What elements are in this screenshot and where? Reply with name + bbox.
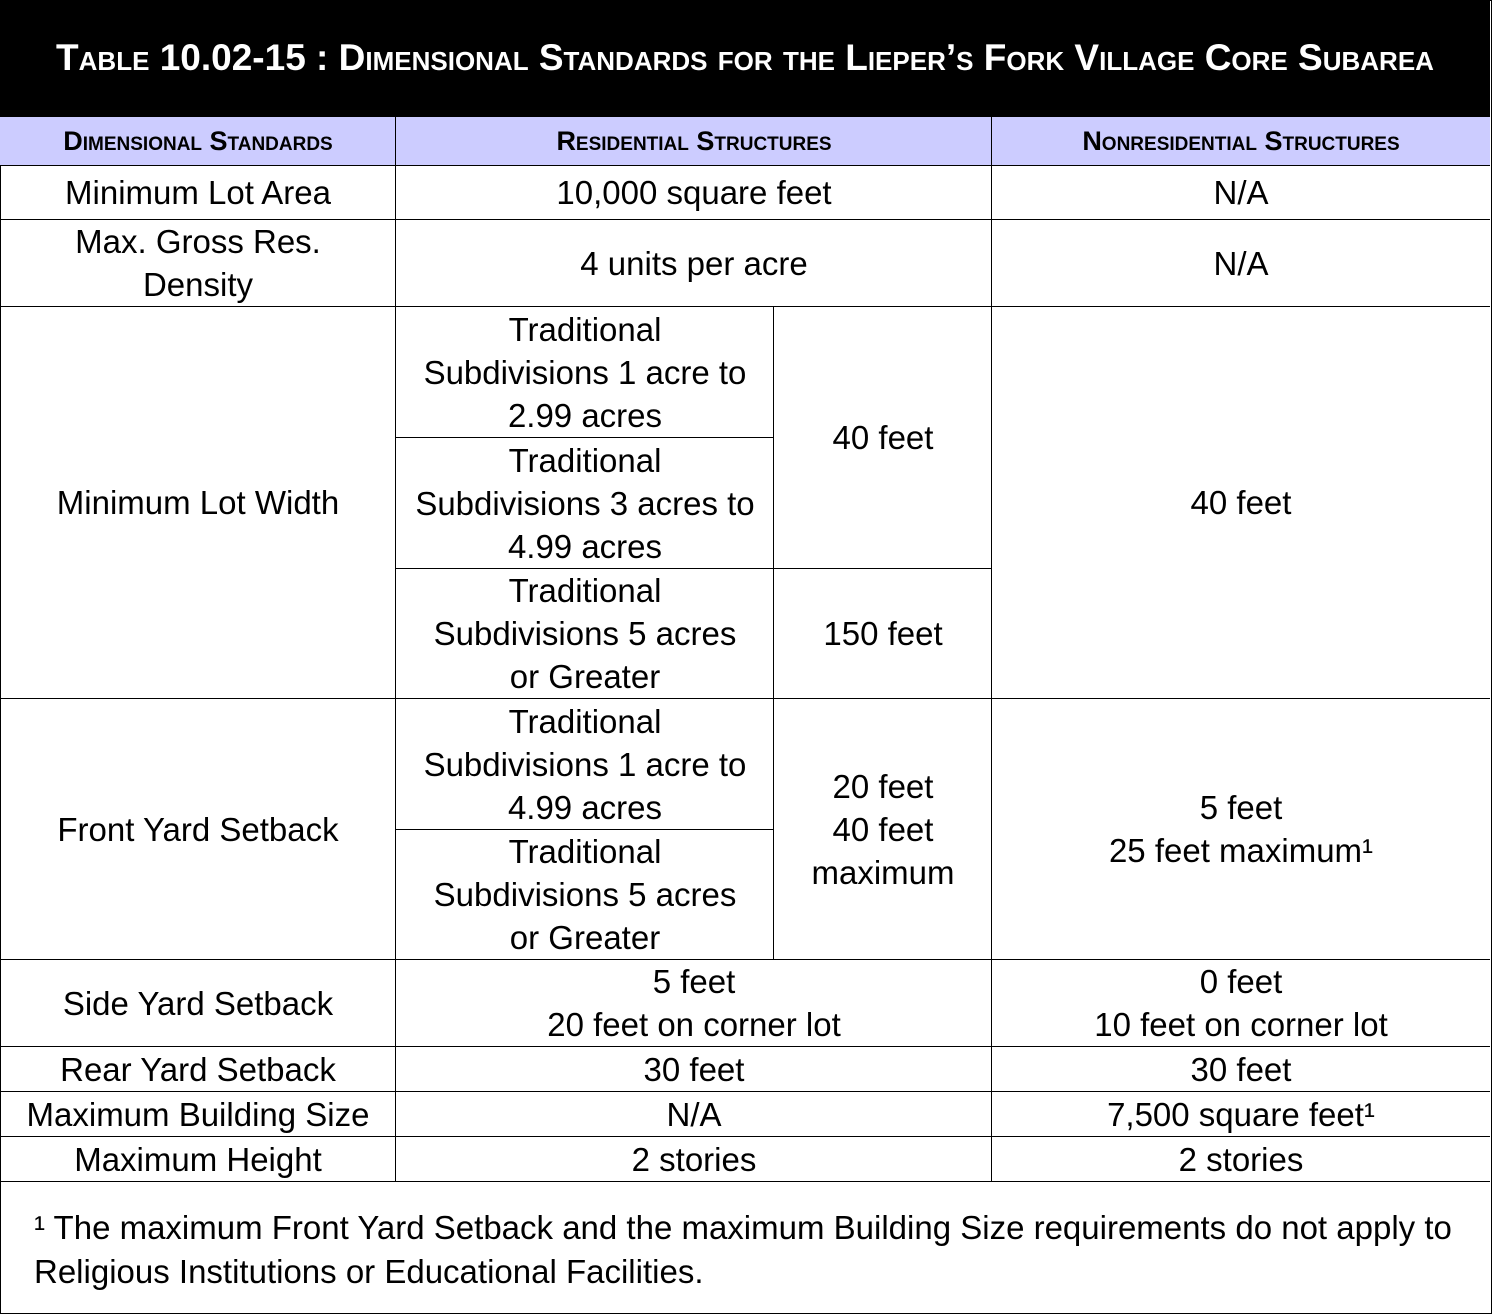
min-lot-area-nonresidential: N/A	[1213, 174, 1269, 211]
grid-line	[0, 959, 1490, 960]
min-lot-width-nonresidential: 40 feet	[1190, 484, 1292, 521]
grid-line	[991, 116, 992, 1181]
front-yard-sub2: Traditional Subdivisions 5 acres or Greater	[433, 833, 737, 956]
min-lot-width-value-150: 150 feet	[823, 615, 943, 652]
min-lot-width-value-40: 40 feet	[832, 419, 934, 456]
grid-line	[0, 306, 1490, 307]
grid-line	[0, 1181, 1490, 1182]
grid-line	[773, 306, 774, 959]
header-dimensional-standards: Dimensional Standards	[0, 117, 396, 165]
grid-line	[395, 116, 396, 1181]
header-nonresidential-structures: Nonresidential Structures	[992, 117, 1490, 165]
grid-line	[0, 1046, 1490, 1047]
front-yard-nonresidential: 5 feet 25 feet maximum¹	[1108, 789, 1374, 869]
rear-yard-label: Rear Yard Setback	[60, 1050, 336, 1088]
max-density-residential: 4 units per acre	[580, 244, 808, 282]
front-yard-sub1: Traditional Subdivisions 1 acre to 4.99 acres	[423, 702, 747, 826]
min-lot-area-residential: 10,000 square feet	[556, 174, 832, 211]
max-building-nonresidential: 7,500 square feet¹	[1107, 1095, 1375, 1133]
max-height-nonresidential: 2 stories	[1178, 1140, 1304, 1178]
max-density-nonresidential: N/A	[1213, 244, 1269, 282]
max-density-label: Max. Gross Res. Density	[75, 223, 321, 303]
min-lot-width-label: Minimum Lot Width	[56, 484, 340, 521]
min-lot-area-label: Minimum Lot Area	[65, 174, 331, 211]
grid-line	[0, 165, 1490, 166]
min-lot-width-sub2: Traditional Subdivisions 3 acres to 4.99 acres	[415, 441, 755, 565]
max-building-label: Maximum Building Size	[26, 1095, 370, 1133]
header-residential-structures: Residential Structures	[396, 117, 992, 165]
table-title-text: Table 10.02-15 : Dimensional Standards for the Lieper’s Fork Village Core Subarea	[56, 37, 1434, 78]
grid-line	[0, 219, 1490, 220]
front-yard-label: Front Yard Setback	[57, 810, 339, 848]
min-lot-width-sub3: Traditional Subdivisions 5 acres or Greater	[433, 572, 737, 695]
side-yard-residential: 5 feet 20 feet on corner lot	[547, 963, 841, 1043]
table-footnote: ¹ The maximum Front Yard Setback and the maximum Building Size requirements do not apply to Religious Institutions or Educational Facilities.	[34, 1209, 1452, 1290]
side-yard-nonresidential: 0 feet 10 feet on corner lot	[1094, 963, 1388, 1043]
rear-yard-residential: 30 feet	[643, 1050, 745, 1088]
max-building-residential: N/A	[666, 1095, 722, 1133]
grid-line	[396, 829, 774, 830]
grid-line	[0, 1091, 1490, 1092]
rear-yard-nonresidential: 30 feet	[1190, 1050, 1292, 1088]
min-lot-width-sub1: Traditional Subdivisions 1 acre to 2.99 acres	[423, 310, 747, 434]
grid-line	[396, 437, 774, 438]
max-height-residential: 2 stories	[631, 1140, 757, 1178]
front-yard-value: 20 feet 40 feet maximum	[811, 767, 955, 891]
grid-line	[0, 1136, 1490, 1137]
side-yard-label: Side Yard Setback	[62, 984, 334, 1022]
table-title	[0, 0, 1490, 116]
grid-line	[0, 116, 1490, 117]
grid-line	[0, 698, 1490, 699]
max-height-label: Maximum Height	[74, 1140, 322, 1178]
grid-line	[396, 568, 992, 569]
